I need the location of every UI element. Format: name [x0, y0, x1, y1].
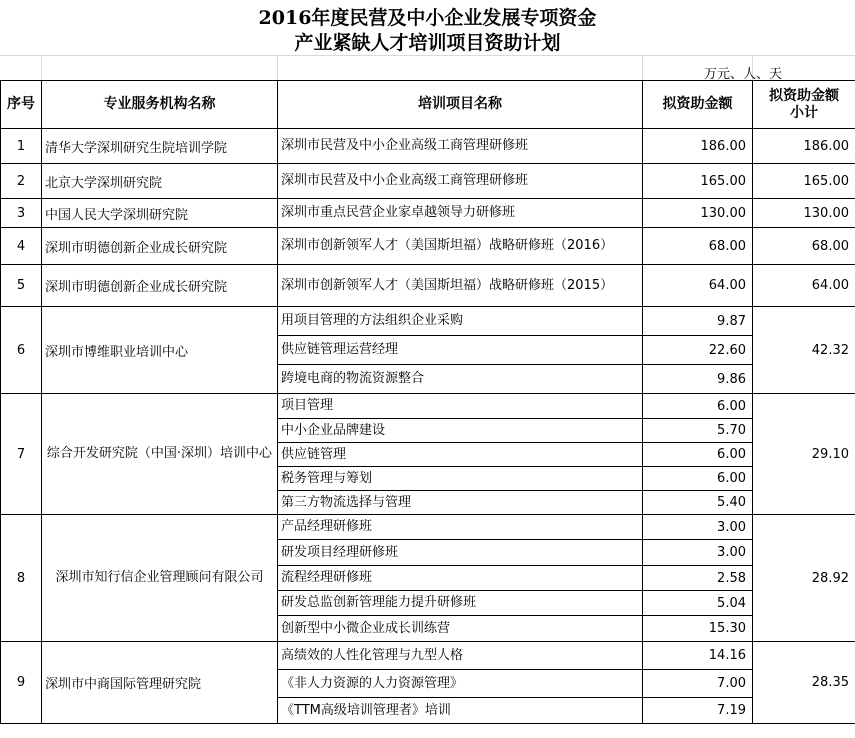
subtotal-cell: 64.00 — [753, 265, 855, 307]
amount-cell: 5.70 — [643, 419, 753, 443]
table-row — [1, 164, 855, 199]
title-line-2: 产业紧缺人才培训项目资助计划 — [294, 32, 561, 54]
subtotal-cell: 42.32 — [753, 307, 855, 394]
project-cell: 《非人力资源的人力资源管理》 — [278, 670, 643, 698]
subtotal-cell: 130.00 — [753, 199, 855, 228]
project-cell: 项目管理 — [278, 394, 643, 419]
seq-cell: 2 — [1, 164, 42, 199]
header-subtotal-line2: 小计 — [790, 104, 818, 121]
project-cell: 产品经理研修班 — [278, 515, 643, 540]
project-cell: 供应链管理运营经理 — [278, 336, 643, 365]
project-cell: 创新型中小微企业成长训练营 — [278, 616, 643, 642]
project-cell: 供应链管理 — [278, 443, 643, 467]
project-cell: 高绩效的人性化管理与九型人格 — [278, 642, 643, 670]
amount-cell: 186.00 — [643, 129, 753, 164]
amount-cell: 9.86 — [643, 365, 753, 394]
subtotal-cell: 29.10 — [753, 394, 855, 515]
grid-line — [277, 55, 278, 80]
amount-cell: 7.19 — [643, 698, 753, 724]
project-cell: 深圳市创新领军人才（美国斯坦福）战略研修班（2015） — [278, 265, 643, 307]
header-seq: 序号 — [1, 81, 42, 129]
header-project: 培训项目名称 — [278, 81, 643, 129]
amount-cell: 3.00 — [643, 515, 753, 540]
funding-table — [0, 80, 855, 724]
seq-cell: 7 — [1, 394, 42, 515]
table-row — [1, 394, 855, 419]
header-row — [1, 81, 855, 129]
project-cell: 流程经理研修班 — [278, 566, 643, 591]
amount-cell: 3.00 — [643, 540, 753, 566]
org-cell: 深圳市知行信企业管理顾问有限公司 — [42, 515, 278, 642]
seq-cell: 9 — [1, 642, 42, 724]
grid-line — [0, 55, 855, 56]
amount-cell: 5.04 — [643, 591, 753, 616]
seq-cell: 6 — [1, 307, 42, 394]
project-cell: 研发项目经理研修班 — [278, 540, 643, 566]
seq-cell: 8 — [1, 515, 42, 642]
amount-cell: 14.16 — [643, 642, 753, 670]
table-row — [1, 307, 855, 336]
table-row — [1, 199, 855, 228]
amount-cell: 68.00 — [643, 228, 753, 265]
org-cell: 清华大学深圳研究生院培训学院 — [42, 129, 278, 164]
subtotal-cell: 186.00 — [753, 129, 855, 164]
amount-cell: 130.00 — [643, 199, 753, 228]
amount-cell: 15.30 — [643, 616, 753, 642]
grid-line — [642, 55, 643, 80]
subtotal-cell: 28.92 — [753, 515, 855, 642]
seq-cell: 1 — [1, 129, 42, 164]
table-row — [1, 265, 855, 307]
title-line-1: 2016年度民营及中小企业发展专项资金 — [258, 7, 597, 29]
amount-cell: 64.00 — [643, 265, 753, 307]
project-cell: 税务管理与筹划 — [278, 467, 643, 491]
org-cell: 深圳市明德创新企业成长研究院 — [42, 265, 278, 307]
unit-label: 万元、人、天 — [704, 67, 783, 82]
seq-cell: 3 — [1, 199, 42, 228]
amount-cell: 6.00 — [643, 443, 753, 467]
project-cell: 深圳市重点民营企业家卓越领导力研修班 — [278, 199, 643, 228]
org-cell: 深圳市明德创新企业成长研究院 — [42, 228, 278, 265]
table-row — [1, 228, 855, 265]
amount-cell: 22.60 — [643, 336, 753, 365]
subtotal-cell: 28.35 — [753, 642, 855, 724]
table-row — [1, 642, 855, 670]
header-org: 专业服务机构名称 — [42, 81, 278, 129]
project-cell: 中小企业品牌建设 — [278, 419, 643, 443]
amount-cell: 9.87 — [643, 307, 753, 336]
header-subtotal — [753, 81, 855, 129]
header-subtotal-line1: 拟资助金额 — [769, 87, 839, 104]
amount-cell: 165.00 — [643, 164, 753, 199]
project-cell: 深圳市创新领军人才（美国斯坦福）战略研修班（2016） — [278, 228, 643, 265]
org-cell: 北京大学深圳研究院 — [42, 164, 278, 199]
table-row — [1, 515, 855, 540]
seq-cell: 4 — [1, 228, 42, 265]
project-cell: 深圳市民营及中小企业高级工商管理研修班 — [278, 164, 643, 199]
project-cell: 研发总监创新管理能力提升研修班 — [278, 591, 643, 616]
project-cell: 用项目管理的方法组织企业采购 — [278, 307, 643, 336]
table-row — [1, 129, 855, 164]
org-cell: 深圳市博维职业培训中心 — [42, 307, 278, 394]
amount-cell: 6.00 — [643, 394, 753, 419]
subtotal-cell: 165.00 — [753, 164, 855, 199]
amount-cell: 7.00 — [643, 670, 753, 698]
header-amount: 拟资助金额 — [643, 81, 753, 129]
seq-cell: 5 — [1, 265, 42, 307]
org-cell: 综合开发研究院（中国·深圳）培训中心 — [42, 394, 278, 515]
amount-cell: 2.58 — [643, 566, 753, 591]
project-cell: 第三方物流选择与管理 — [278, 491, 643, 515]
project-cell: 深圳市民营及中小企业高级工商管理研修班 — [278, 129, 643, 164]
project-cell: 《TTM高级培训管理者》培训 — [278, 698, 643, 724]
org-cell: 中国人民大学深圳研究院 — [42, 199, 278, 228]
org-cell: 深圳市中商国际管理研究院 — [42, 642, 278, 724]
amount-cell: 5.40 — [643, 491, 753, 515]
grid-line — [41, 55, 42, 80]
amount-cell: 6.00 — [643, 467, 753, 491]
project-cell: 跨境电商的物流资源整合 — [278, 365, 643, 394]
subtotal-cell: 68.00 — [753, 228, 855, 265]
